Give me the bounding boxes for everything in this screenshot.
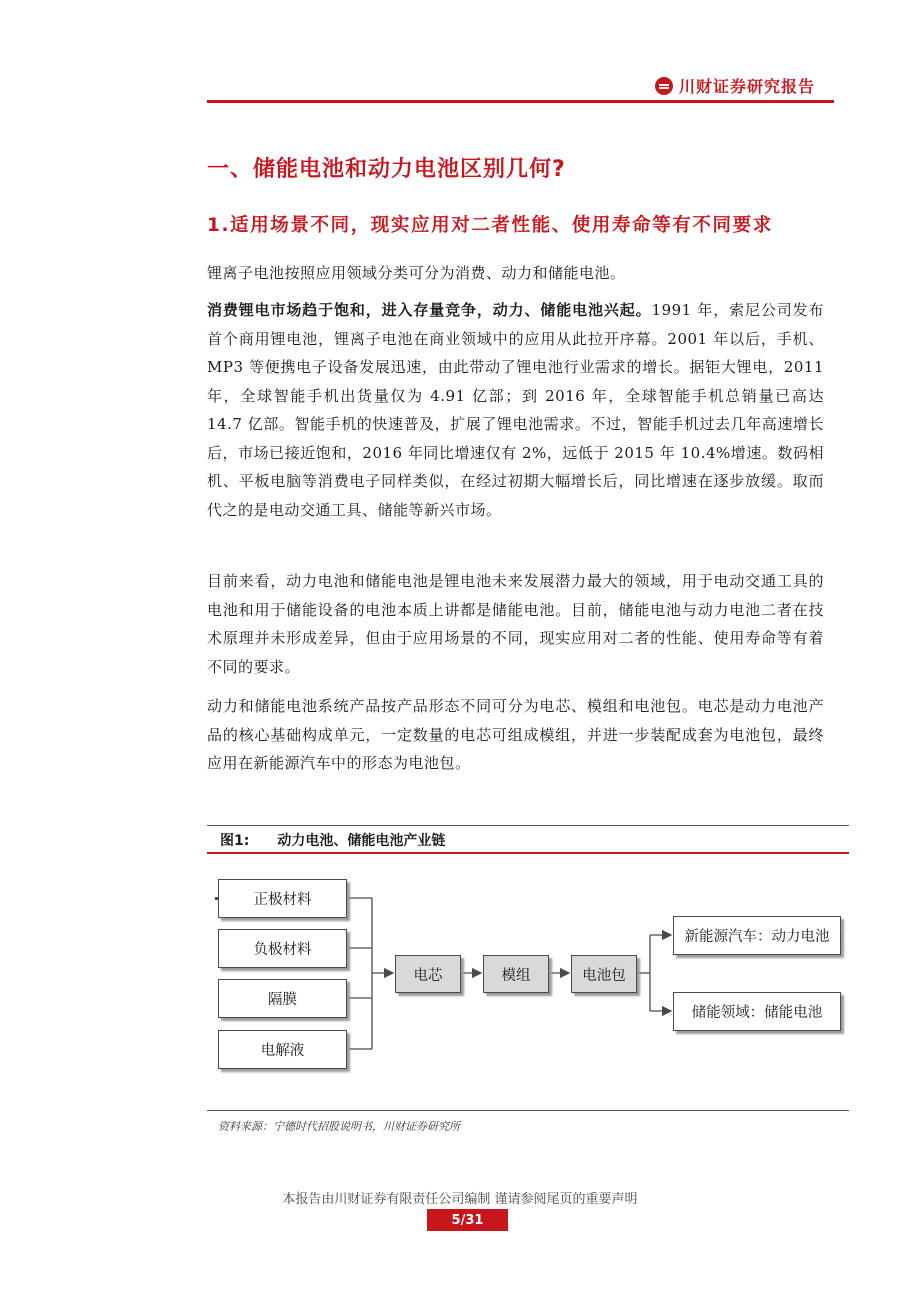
brand-logo-icon xyxy=(655,77,673,95)
chain-box-module: 模组 xyxy=(483,955,549,993)
paragraph-power-storage: 目前来看，动力电池和储能电池是锂电池未来发展潜力最大的领域，用于电动交通工具的电池和用于储能设备的电池本质上讲都是储能电池。目前，储能电池与动力电池二者在技术原理并未形成差异，但由于应用场景的不同，现实应用对二者的性能、使用寿命等有着不同的要求。 xyxy=(207,572,824,676)
figure-red-rule xyxy=(207,852,849,854)
figure-top-rule xyxy=(207,825,849,826)
page-number: 5/31 xyxy=(427,1209,508,1231)
figure-label: 图1: xyxy=(220,833,250,849)
figure-source: 资料来源：宁德时代招股说明书，川财证券研究所 xyxy=(218,1120,460,1133)
brand-name: 川财证券研究报告 xyxy=(679,77,816,96)
header-divider xyxy=(207,100,834,103)
subsection-heading: 1.适用场景不同，现实应用对二者性能、使用寿命等有不同要求 xyxy=(207,215,773,236)
material-box-cathode: 正极材料 xyxy=(218,879,347,918)
figure-title: 动力电池、储能电池产业链 xyxy=(277,833,446,849)
paragraph-consumer-market xyxy=(207,296,824,524)
footer-disclaimer: 本报告由川财证券有限责任公司编制 谨请参阅尾页的重要声明 xyxy=(282,1192,638,1207)
paragraph-intro: 锂离子电池按照应用领域分类可分为消费、动力和储能电池。 xyxy=(207,264,626,282)
paragraph-lead-bold: 消费锂电市场趋于饱和，进入存量竞争，动力、储能电池兴起。 xyxy=(207,301,652,319)
figure-bottom-rule xyxy=(207,1110,849,1111)
chain-box-cell: 电芯 xyxy=(395,955,461,993)
figure-caption xyxy=(220,830,445,850)
material-box-electrolyte: 电解液 xyxy=(218,1030,347,1069)
application-box-ev: 新能源汽车：动力电池 xyxy=(673,916,841,955)
paragraph-product-forms: 动力和储能电池系统产品按产品形态不同可分为电芯、模组和电池包。电芯是动力电池产品的核心基础构成单元，一定数量的电芯可组成模组，并进一步装配成套为电池包，最终应用在新能源汽车中的形态为电池包。 xyxy=(207,697,824,772)
material-box-separator: 隔膜 xyxy=(218,979,347,1018)
chain-box-pack: 电池包 xyxy=(571,955,637,993)
material-box-anode: 负极材料 xyxy=(218,929,347,968)
application-box-storage: 储能领域：储能电池 xyxy=(673,992,841,1031)
paragraph-body: 1991 年，索尼公司发布首个商用锂电池，锂离子电池在商业领域中的应用从此拉开序幕。2001 年以后，手机、MP3 等便携电子设备发展迅速，由此带动了锂电池行业需求的增长。据钜大锂电，2011 年，全球智能手机出货量仅为 4.91 亿部；到 2016 年，全球智能手机总销量已高达 14.7 亿部。智能手机的快速普及，扩展了锂电池需求。不过，智能手机过去几年高速增长后，市场已接近饱和，2016 年同比增速仅有 2%，远低于 2015 年 10.4%增速。数码相机、平板电脑等消费电子同样类似，在经过初期大幅增长后，同比增速在逐步放缓。取而代之的是电动交通工具、储能等新兴市场。 xyxy=(207,301,824,519)
brand-header xyxy=(655,74,815,97)
section-heading: 一、储能电池和动力电池区别几何? xyxy=(207,157,566,182)
